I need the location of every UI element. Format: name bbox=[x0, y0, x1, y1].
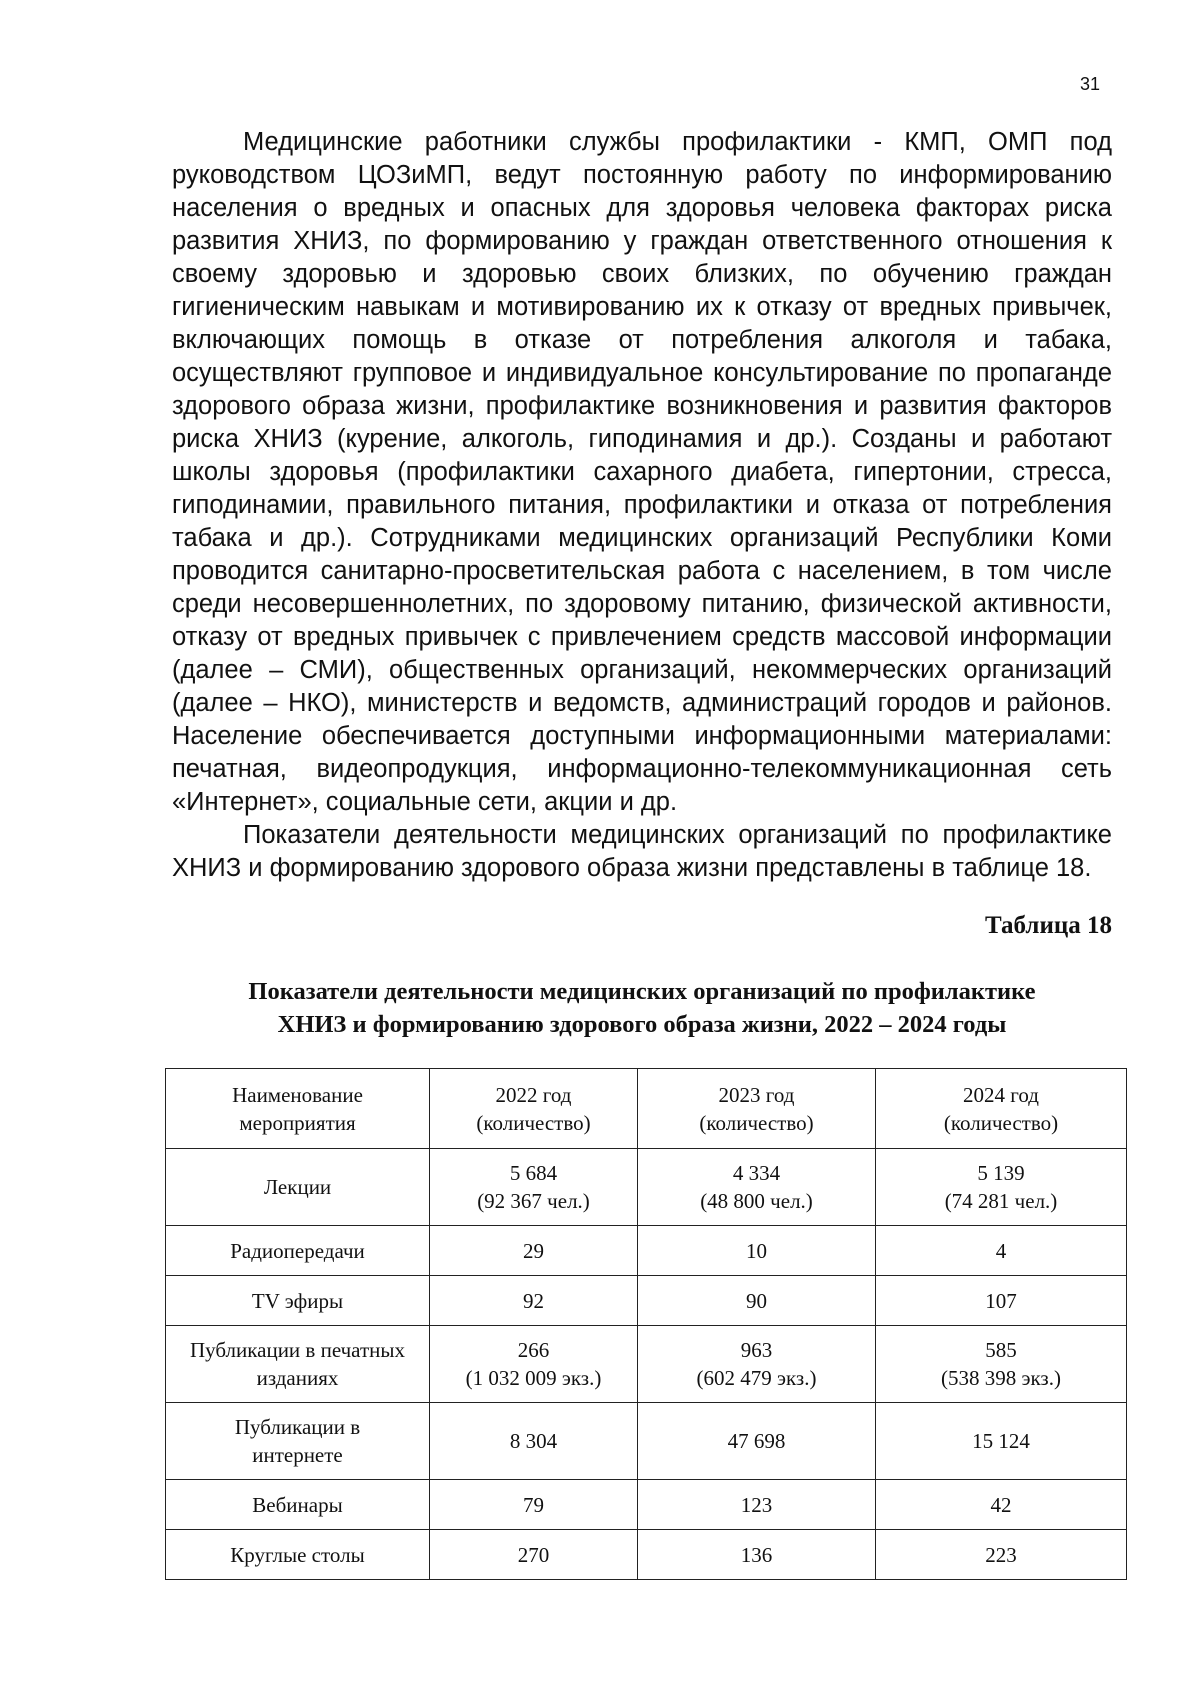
table-cell bbox=[876, 1530, 1127, 1580]
table-title-line-1: Показатели деятельности медицинских организаций по профилактике bbox=[248, 978, 1036, 1005]
row-name-cell bbox=[166, 1276, 430, 1326]
table-row bbox=[166, 1326, 1127, 1403]
cell-line: 266 bbox=[517, 1338, 550, 1362]
table-cell bbox=[876, 1326, 1127, 1403]
cell-line: 5 684 bbox=[509, 1161, 558, 1185]
table-cell bbox=[430, 1530, 638, 1580]
cell-line: Радиопередачи bbox=[230, 1238, 365, 1263]
row-name-cell bbox=[166, 1530, 430, 1580]
header-line: 2023 год bbox=[718, 1082, 795, 1107]
cell-line: 136 bbox=[740, 1542, 773, 1567]
cell-line: Вебинары bbox=[252, 1492, 343, 1517]
header-line: (количество) bbox=[943, 1110, 1059, 1135]
row-name-cell bbox=[166, 1226, 430, 1276]
row-name-cell bbox=[166, 1480, 430, 1530]
cell-line: (1 032 009 экз.) bbox=[465, 1366, 602, 1390]
cell-line: 29 bbox=[523, 1238, 544, 1263]
cell-line: 42 bbox=[990, 1492, 1012, 1517]
header-cell bbox=[166, 1069, 430, 1149]
cell-line: (48 800 чел.) bbox=[700, 1189, 813, 1213]
header-cell bbox=[638, 1069, 876, 1149]
cell-line: TV эфиры bbox=[251, 1288, 344, 1313]
cell-line: 963 bbox=[740, 1338, 773, 1362]
cell-line: 123 bbox=[740, 1492, 773, 1517]
cell-line: Круглые столы bbox=[230, 1542, 365, 1567]
table-cell bbox=[430, 1276, 638, 1326]
cell-line: 10 bbox=[746, 1238, 767, 1263]
cell-line: 79 bbox=[523, 1492, 544, 1517]
header-line: (количество) bbox=[699, 1110, 814, 1135]
cell-line: Лекции bbox=[263, 1175, 332, 1199]
row-name-cell bbox=[166, 1326, 430, 1403]
table-cell bbox=[430, 1326, 638, 1403]
cell-line: 15 124 bbox=[972, 1429, 1030, 1453]
table-cell bbox=[876, 1149, 1127, 1226]
table-row bbox=[166, 1530, 1127, 1580]
cell-line: 223 bbox=[985, 1542, 1017, 1567]
table-cell bbox=[430, 1149, 638, 1226]
cell-line: 107 bbox=[985, 1288, 1017, 1313]
paragraph-1: Медицинские работники службы профилактики - КМП, ОМП под руководством ЦОЗиМП, ведут постоянную работу по информированию населения о вредных и опасных для здоровья человека факторах риска развития ХНИЗ, по формированию у граждан ответственного отношения к своему здоровью и здоровью своих близких, по обучению граждан гигиеническим навыкам и мотивированию их к отказу от вредных привычек, включающих помощь в отказе от потребления алкоголя и табака, осуществляют групповое и индивидуальное консультирование по пропаганде здорового образа жизни, профилактике возникновения и развития факторов риска ХНИЗ (курение, алкоголь, гиподинамия и др.). Созданы и работают школы здоровья (профилактики сахарного диабета, гипертонии, стресса, гиподинамии, правильного питания, профилактики и отказа от потребления табака и др.). Сотрудниками медицинских организаций Республики Коми проводится санитарно-просветительская работа с населением, в том числе среди несовершеннолетних, по здоровому питанию, физической активности, отказу от вредных привычек с привлечением средств массовой информации (далее – СМИ), общественных организаций, некоммерческих организаций (далее – НКО), министерств и ведомств, администраций городов и районов. Население обеспечивается доступными информационными материалами: печатная, видеопродукция, информационно-телекоммуникационная сеть «Интернет», социальные сети, акции и др. bbox=[172, 128, 1112, 816]
header-line: 2022 год bbox=[495, 1082, 572, 1107]
cell-line: 8 304 bbox=[509, 1429, 558, 1453]
table-cell bbox=[638, 1276, 876, 1326]
table-cell bbox=[876, 1276, 1127, 1326]
table-cell bbox=[638, 1226, 876, 1276]
page-number: 31 bbox=[1080, 74, 1101, 94]
table-cell bbox=[638, 1530, 876, 1580]
header-line: мероприятия bbox=[239, 1110, 356, 1135]
paragraph-2: Показатели деятельности медицинских организаций по профилактике ХНИЗ и формированию здорового образа жизни представлены в таблице 18. bbox=[172, 821, 1112, 882]
table-cell bbox=[638, 1403, 876, 1480]
table-cell bbox=[638, 1326, 876, 1403]
cell-line: 4 334 bbox=[732, 1161, 781, 1185]
table-row bbox=[166, 1403, 1127, 1480]
table-cell bbox=[430, 1226, 638, 1276]
cell-line: 5 139 bbox=[977, 1161, 1025, 1185]
header-cell bbox=[876, 1069, 1127, 1149]
table-row bbox=[166, 1149, 1127, 1226]
table-cell bbox=[430, 1480, 638, 1530]
table-cell bbox=[638, 1480, 876, 1530]
cell-line: 47 698 bbox=[727, 1429, 786, 1453]
cell-line: (74 281 чел.) bbox=[944, 1189, 1058, 1213]
data-table bbox=[165, 1068, 1127, 1580]
cell-line: Публикации в печатных bbox=[189, 1338, 405, 1362]
cell-line: 90 bbox=[746, 1288, 767, 1313]
table-row bbox=[166, 1480, 1127, 1530]
row-name-cell bbox=[166, 1403, 430, 1480]
cell-line: 585 bbox=[985, 1338, 1017, 1362]
table-label: Таблица 18 bbox=[984, 912, 1112, 939]
header-cell bbox=[430, 1069, 638, 1149]
cell-line: интернете bbox=[252, 1443, 343, 1467]
header-line: 2024 год bbox=[963, 1082, 1039, 1107]
table-cell bbox=[430, 1403, 638, 1480]
cell-line: (538 398 экз.) bbox=[941, 1366, 1061, 1390]
header-line: (количество) bbox=[476, 1110, 591, 1135]
table-title bbox=[172, 975, 1112, 1041]
table-cell bbox=[876, 1480, 1127, 1530]
table-header-row bbox=[166, 1069, 1127, 1149]
row-name-cell bbox=[166, 1149, 430, 1226]
cell-line: 92 bbox=[523, 1288, 544, 1313]
header-line: Наименование bbox=[232, 1082, 363, 1107]
table-cell bbox=[876, 1403, 1127, 1480]
cell-line: Публикации в bbox=[234, 1415, 361, 1439]
table-row bbox=[166, 1276, 1127, 1326]
cell-line: 4 bbox=[995, 1238, 1007, 1263]
cell-line: (602 479 экз.) bbox=[696, 1366, 817, 1390]
table-cell bbox=[876, 1226, 1127, 1276]
cell-line: (92 367 чел.) bbox=[477, 1189, 590, 1213]
table-title-line-2: ХНИЗ и формированию здорового образа жизни, 2022 – 2024 годы bbox=[277, 1011, 1007, 1038]
cell-line: изданиях bbox=[256, 1366, 339, 1390]
body-text bbox=[172, 126, 1112, 885]
cell-line: 270 bbox=[517, 1542, 550, 1567]
table-row bbox=[166, 1226, 1127, 1276]
table-cell bbox=[638, 1149, 876, 1226]
